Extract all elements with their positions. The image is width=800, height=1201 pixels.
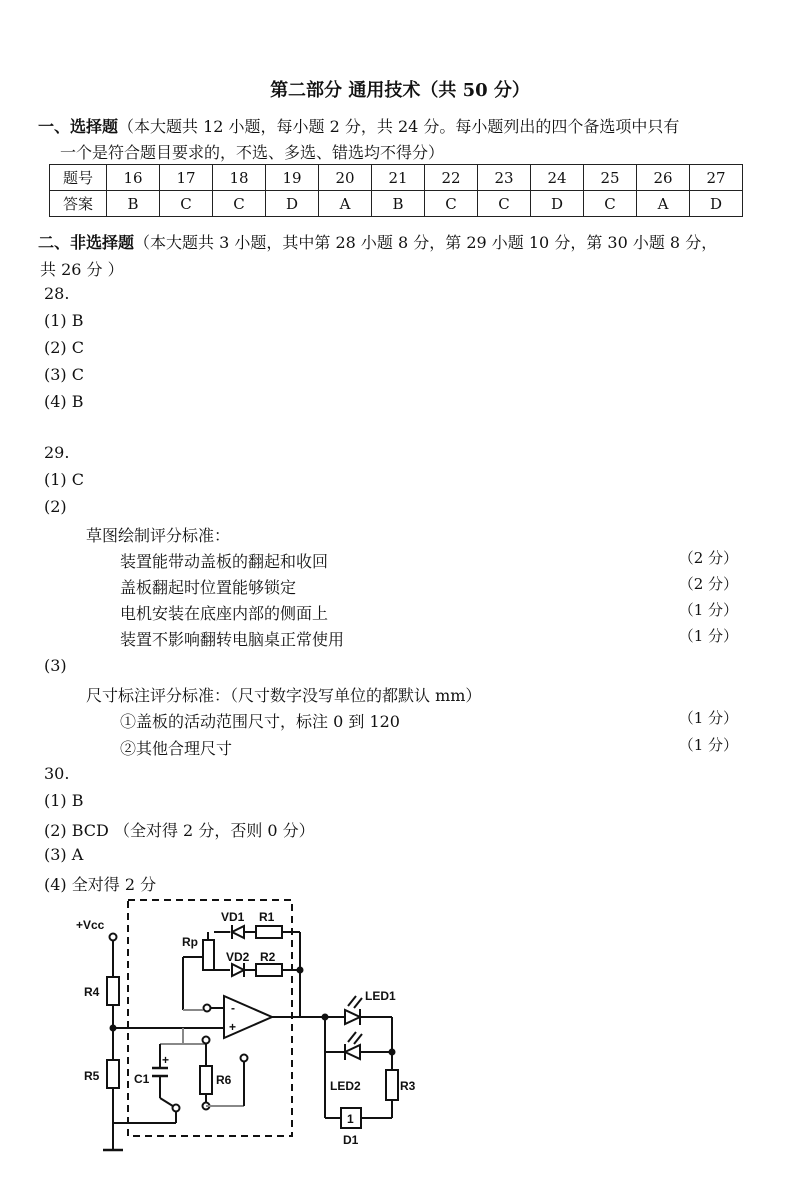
table-cell: 26 [637, 165, 690, 191]
table-cell: D [266, 191, 319, 217]
table-cell: 22 [425, 165, 478, 191]
table-cell: 16 [107, 165, 160, 191]
opamp-minus-label: - [231, 1001, 235, 1015]
rp-label: Rp [182, 935, 198, 949]
led2-label: LED2 [330, 1079, 361, 1093]
sketch-criterion-points: （1 分） [678, 627, 738, 645]
table-cell: C [425, 191, 478, 217]
q30-item: (1) B [44, 791, 84, 810]
q29-part2: (2) [44, 497, 67, 516]
table-cell: C [160, 191, 213, 217]
dimension-criterion-points: （1 分） [678, 709, 738, 727]
section2-heading: 二、非选择题 [38, 233, 135, 252]
vd2-diode [232, 964, 244, 976]
sketch-criterion-points: （1 分） [678, 601, 738, 619]
section1-desc-line2: 一个是符合题目要求的，不选、多选、错选均不得分） [60, 143, 445, 162]
r3-label: R3 [400, 1079, 416, 1093]
r6-label: R6 [216, 1073, 232, 1087]
q30-item: (4) 全对得 2 分 [44, 875, 157, 894]
r6-resistor [200, 1066, 212, 1094]
r1-label: R1 [259, 910, 275, 924]
table-cell: 19 [266, 165, 319, 191]
section1-desc: （本大题共 12 小题，每小题 2 分，共 24 分。每小题列出的四个备选项中只有 [118, 117, 680, 136]
table-cell: A [319, 191, 372, 217]
q28-item: (1) B [44, 311, 84, 330]
table-cell: 18 [213, 165, 266, 191]
r5-resistor [107, 1060, 119, 1088]
dimension-criterion: ②其他合理尺寸 [120, 739, 233, 758]
table-cell: 20 [319, 165, 372, 191]
q30-number: 30. [44, 764, 70, 783]
vd1-diode [232, 926, 244, 938]
sketch-criterion: 装置不影响翻转电脑桌正常使用 [120, 630, 345, 649]
r2-resistor [256, 964, 282, 976]
vd2-label: VD2 [226, 950, 250, 964]
c1-label: C1 [134, 1072, 150, 1086]
rp-potentiometer [203, 940, 214, 970]
table-cell: 21 [372, 165, 425, 191]
table-cell: 23 [478, 165, 531, 191]
led1-label: LED1 [365, 989, 396, 1003]
vd1-label: VD1 [221, 910, 245, 924]
table-row-label: 题号 [50, 165, 107, 191]
q30-item: (2) BCD （全对得 2 分，否则 0 分） [44, 821, 315, 840]
dimension-criterion: ①盖板的活动范围尺寸，标注 0 到 120 [120, 712, 400, 731]
r4-label: R4 [84, 985, 100, 999]
table-cell: C [213, 191, 266, 217]
table-cell: 25 [584, 165, 637, 191]
page-title: 第二部分 通用技术（共 50 分） [270, 80, 530, 101]
dimension-criteria-title: 尺寸标注评分标准：（尺寸数字没写单位的都默认 mm） [86, 686, 482, 705]
table-cell: C [584, 191, 637, 217]
r2-label: R2 [260, 950, 276, 964]
opamp-plus-label: + [229, 1020, 237, 1034]
sketch-criterion: 电机安装在底座内部的侧面上 [120, 604, 329, 623]
d1-label: D1 [343, 1133, 359, 1147]
led2-diode [345, 1045, 360, 1059]
section2-desc-line2: 共 26 分 ） [40, 260, 124, 279]
table-cell: B [372, 191, 425, 217]
table-cell: C [478, 191, 531, 217]
q28-item: (3) C [44, 365, 84, 384]
table-cell: B [107, 191, 160, 217]
q30-item: (3) A [44, 845, 84, 864]
led1-diode [345, 1010, 360, 1024]
q28-item: (2) C [44, 338, 84, 357]
r1-resistor [256, 926, 282, 938]
q28-number: 28. [44, 284, 70, 303]
r3-resistor [386, 1070, 398, 1100]
q28-item: (4) B [44, 392, 84, 411]
d1-gate-label: 1 [347, 1112, 354, 1126]
r5-label: R5 [84, 1069, 100, 1083]
section2-desc: （本大题共 3 小题，其中第 28 小题 8 分，第 29 小题 10 分，第 30 小题 8 分， [134, 233, 718, 252]
circuit-wires [103, 900, 398, 1150]
table-cell: D [531, 191, 584, 217]
table-cell: 17 [160, 165, 213, 191]
c1-plus-label: + [162, 1053, 170, 1067]
q29-part3: (3) [44, 656, 67, 675]
r4-resistor [107, 977, 119, 1005]
table-cell: 27 [690, 165, 743, 191]
sketch-criteria-title: 草图绘制评分标准： [86, 526, 231, 545]
vcc-label: +Vcc [76, 918, 105, 932]
table-cell: 24 [531, 165, 584, 191]
dimension-criterion-points: （1 分） [678, 736, 738, 754]
q29-number: 29. [44, 443, 70, 462]
sketch-criterion-points: （2 分） [678, 575, 738, 593]
vcc-terminal [110, 934, 117, 941]
q29-part1: (1) C [44, 470, 84, 489]
sketch-criterion: 装置能带动盖板的翻起和收回 [120, 552, 329, 571]
table-row-label: 答案 [50, 191, 107, 217]
sketch-criterion-points: （2 分） [678, 549, 738, 567]
section1-heading: 一、选择题 [38, 117, 119, 136]
table-cell: D [690, 191, 743, 217]
sketch-criterion: 盖板翻起时位置能够锁定 [120, 578, 297, 597]
table-cell: A [637, 191, 690, 217]
